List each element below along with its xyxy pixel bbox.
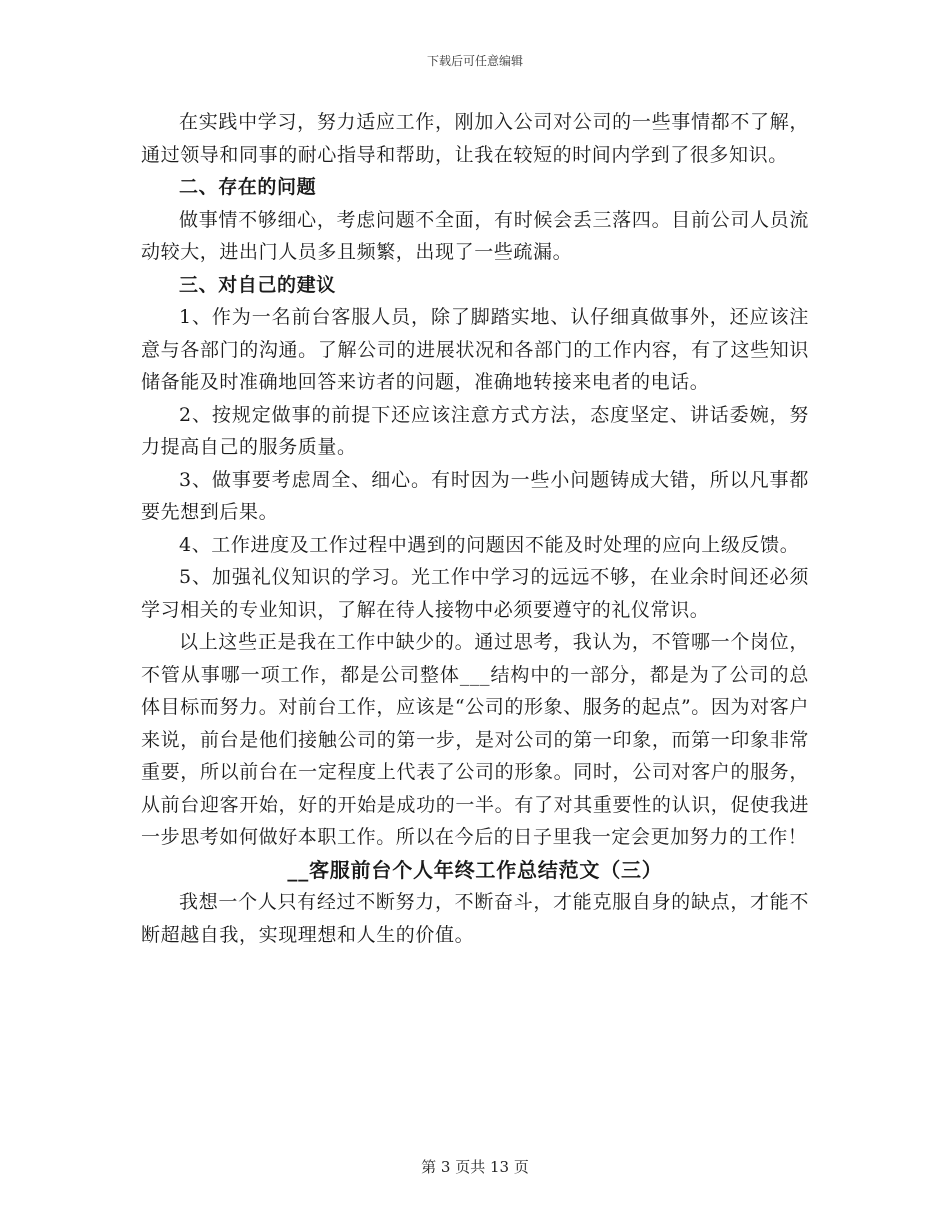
page-header: 下载后可任意编辑	[426, 54, 523, 68]
suggestion-item-3: 3、做事要考虑周全、细心。有时因为一些小问题铸成大错，所以凡事都要先想到后果。	[141, 468, 809, 523]
section-heading-problems: 二、存在的问题	[179, 176, 317, 198]
suggestion-item-5: 5、加强礼仪知识的学习。光工作中学习的远远不够，在业余时间还必须学习相关的专业知识，了解在待人接物中必须要遵守的礼仪常识。	[141, 566, 809, 621]
section-heading-suggestions: 三、对自己的建议	[179, 273, 336, 296]
paragraph-practice: 在实践中学习，努力适应工作，刚加入公司对公司的一些事情都不了解，通过领导和同事的耐心指导和帮助，让我在较短的时间内学到了很多知识。	[141, 111, 809, 166]
page-footer: 第 3 页共 13 页	[421, 1158, 529, 1176]
paragraph-problems: 做事情不够细心，考虑问题不全面，有时候会丢三落四。目前公司人员流动较大，进出门人员多且频繁，出现了一些疏漏。	[141, 208, 809, 263]
document-body	[141, 106, 809, 951]
article-title: __客服前台个人年终工作总结范文（三）	[287, 857, 663, 882]
suggestion-item-2: 2、按规定做事的前提下还应该注意方式方法，态度坚定、讲话委婉，努力提高自己的服务质量。	[141, 403, 809, 458]
paragraph-opening: 我想一个人只有经过不断努力，不断奋斗，才能克服自身的缺点，才能不断超越自我，实现理想和人生的价值。	[141, 891, 809, 946]
suggestion-item-4: 4、工作进度及工作过程中遇到的问题因不能及时处理的应向上级反馈。	[179, 533, 800, 556]
paragraph-conclusion: 以上这些正是我在工作中缺少的。通过思考，我认为，不管哪一个岗位，不管从事哪一项工作，都是公司整体___结构中的一部分，都是为了公司的总体目标而努力。对前台工作，应该是“公司的形象、服务的起点”。因为对客户来说，前台是他们接触公司的第一步，是对公司的第一印象，而第一印象非常重要，所以前台在一定程度上代表了公司的形象。同时，公司对客户的服务，从前台迎客开始，好的开始是成功的一半。有了对其重要性的认识，促使我进一步思考如何做好本职工作。所以在今后的日子里我一定会更加努力的工作！	[141, 631, 809, 848]
suggestion-item-1: 1、作为一名前台客服人员，除了脚踏实地、认仔细真做事外，还应该注意与各部门的沟通。了解公司的进展状况和各部门的工作内容，有了这些知识储备能及时准确地回答来访者的问题，准确地转接来电者的电话。	[141, 306, 809, 393]
